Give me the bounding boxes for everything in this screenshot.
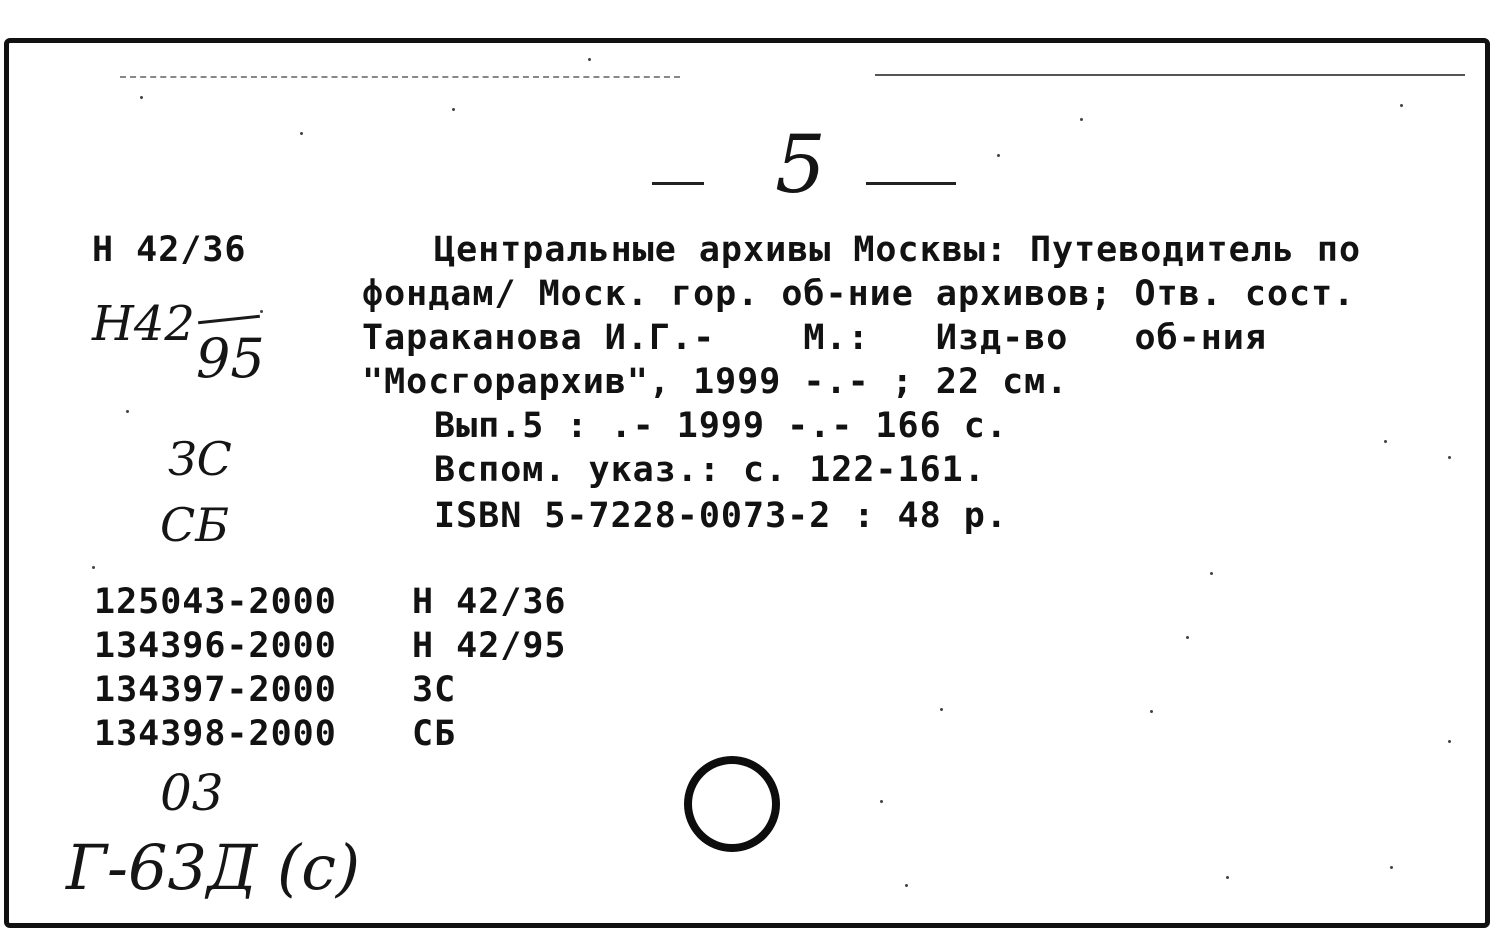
scan-speck (1210, 572, 1213, 575)
inventory-location: СБ (412, 714, 457, 754)
description-line-4: "Мосгорархив", 1999 -.- ; 22 см. (362, 362, 1069, 402)
scan-speck (452, 108, 455, 111)
scan-speck (1448, 740, 1451, 743)
page-number-dash-left (652, 182, 704, 185)
page-number: 5 (775, 118, 826, 211)
scan-speck (1448, 456, 1451, 459)
hand-code: Г-63Д (с) (66, 831, 361, 904)
description-line-7: ISBN 5-7228-0073-2 : 48 р. (434, 496, 1008, 536)
scan-speck (300, 132, 303, 135)
inventory-number: 125043-2000 (94, 582, 337, 622)
scan-speck (880, 800, 883, 803)
punch-hole (684, 756, 780, 852)
shelfmark-hand-bottom: 95 (196, 327, 265, 390)
description-line-1: Центральные архивы Москвы: Путеводитель по (434, 230, 1362, 270)
inventory-location: Н 42/36 (412, 582, 567, 622)
page-number-dash-right (866, 182, 956, 185)
hand-note-03: 03 (160, 764, 224, 822)
scan-speck (140, 96, 143, 99)
scan-speck (1226, 876, 1229, 879)
description-line-5: Вып.5 : .- 1999 -.- 166 с. (434, 406, 1008, 446)
shelfmark-hand-top: Н42 (92, 296, 195, 352)
inventory-number: 134398-2000 (94, 714, 337, 754)
inventory-location: Н 42/95 (412, 626, 567, 666)
hand-note-zs: ЗС (168, 432, 232, 486)
top-dotted-rule-right (875, 74, 1465, 76)
scan-speck (588, 58, 591, 61)
inventory-number: 134396-2000 (94, 626, 337, 666)
scan-speck (940, 708, 943, 711)
scan-speck (1390, 866, 1393, 869)
description-line-2: фондам/ Моск. гор. об-ние архивов; Отв. сост. (362, 274, 1356, 314)
inventory-number: 134397-2000 (94, 670, 337, 710)
hand-note-sb: СБ (160, 498, 229, 552)
scan-speck (1150, 710, 1153, 713)
scan-speck (1384, 440, 1387, 443)
description-line-3: Тараканова И.Г.- М.: Изд-во об-ния (362, 318, 1267, 358)
description-line-6: Вспом. указ.: с. 122-161. (434, 450, 986, 490)
scan-speck (1186, 636, 1189, 639)
top-dotted-rule-left (120, 76, 680, 78)
scan-speck (1080, 118, 1083, 121)
scan-speck (92, 566, 95, 569)
scan-speck (905, 884, 908, 887)
inventory-location: ЗС (412, 670, 457, 710)
scan-speck (1400, 104, 1403, 107)
scan-speck (997, 154, 1000, 157)
scan-speck (260, 310, 263, 313)
scan-speck (126, 410, 129, 413)
shelfmark-typed: Н 42/36 (92, 230, 247, 270)
